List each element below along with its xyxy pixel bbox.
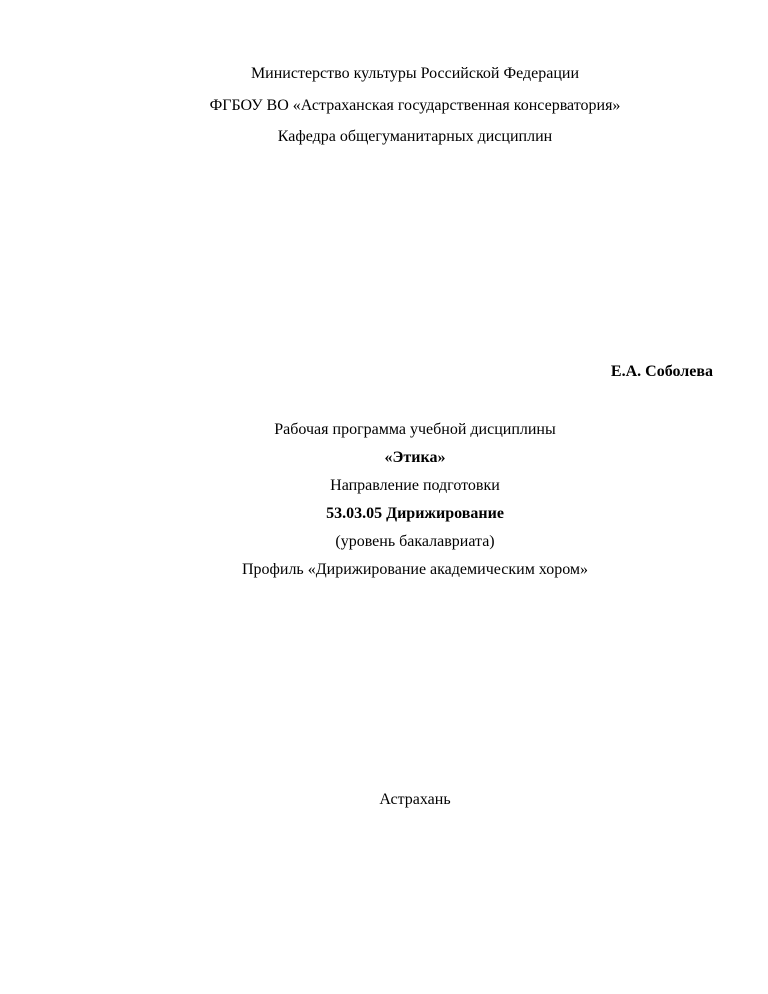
ministry-line: Министерство культуры Российской Федерации xyxy=(250,65,580,82)
document-type: Рабочая программа учебной дисциплины xyxy=(274,421,556,438)
department-line: Кафедра общегуманитарных дисциплин xyxy=(277,128,553,145)
institution-line: ФГБОУ ВО «Астраханская государственная консерватория» xyxy=(209,97,621,114)
direction-label: Направление подготовки xyxy=(330,477,500,494)
city-footer: Астрахань xyxy=(379,791,451,808)
discipline-title: «Этика» xyxy=(384,449,446,466)
profile-line: Профиль «Дирижирование академическим хором» xyxy=(241,561,589,578)
education-level: (уровень бакалавриата) xyxy=(335,533,495,550)
direction-code: 53.03.05 Дирижирование xyxy=(326,505,504,522)
author-name: Е.А. Соболева xyxy=(610,363,713,380)
